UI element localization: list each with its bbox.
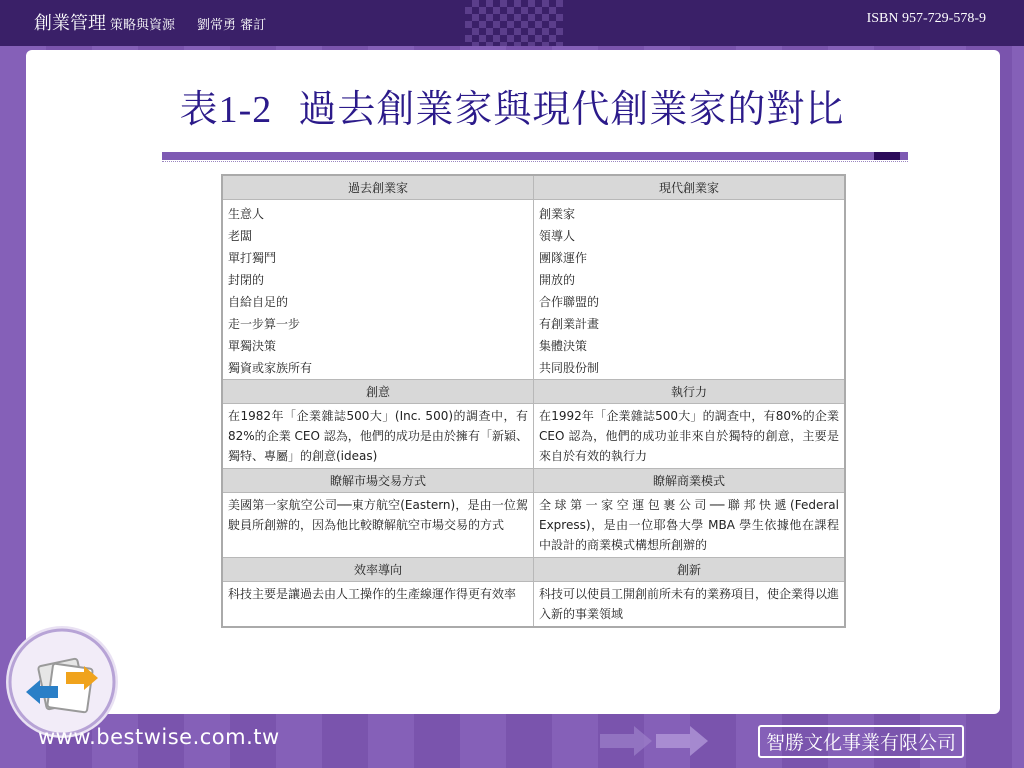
header-bar	[0, 0, 1024, 46]
book-subtitle: 策略與資源	[110, 18, 176, 33]
section-text-cell: 美國第一家航空公司──東方航空(Eastern)，是由一位駕駛員所創辦的，因為他比較瞭解航空市場交易的方式	[222, 493, 534, 558]
website-url: www.bestwise.com.tw	[38, 725, 280, 749]
section-header-cell: 效率導向	[222, 558, 534, 582]
isbn: ISBN 957-729-578-9	[866, 11, 986, 26]
table-cell: 領導人	[534, 225, 846, 247]
title-number: 1-2	[218, 89, 273, 131]
comparison-table	[221, 174, 846, 628]
dotted-divider	[162, 161, 908, 162]
back-arrow-folder-icon	[6, 626, 118, 738]
table-header-row	[222, 175, 845, 200]
section-text-cell: 在1992年「企業雜誌500大」的調查中，有80%的企業 CEO 認為，他們的成功並非來自於獨特的創意，主要是來自於有效的執行力	[534, 404, 846, 469]
section-text-cell: 在1982年「企業雜誌500大」(Inc. 500)的調查中，有82%的企業 CEO 認為，他們的成功是由於擁有「新穎、獨特、專屬」的創意(ideas)	[222, 404, 534, 469]
reviser: 劉常勇 審訂	[197, 18, 267, 33]
table-cell: 開放的	[534, 269, 846, 291]
table-row	[222, 200, 845, 226]
table-cell: 自給自足的	[222, 291, 534, 313]
table-cell: 共同股份制	[534, 357, 846, 380]
table-row	[222, 225, 845, 247]
section-text-row	[222, 582, 845, 628]
book-info	[34, 9, 266, 35]
decorative-arrows-icon	[600, 718, 730, 764]
section-text-row	[222, 493, 845, 558]
table-cell: 創業家	[534, 200, 846, 226]
section-header-row	[222, 558, 845, 582]
section-header-cell: 執行力	[534, 380, 846, 404]
table-cell: 集體決策	[534, 335, 846, 357]
section-text-cell: 全球第一家空運包裹公司──聯邦快遞(Federal Express)，是由一位耶魯大學 MBA 學生依據他在課程中設計的商業模式構想所創辦的	[534, 493, 846, 558]
section-text-cell: 科技主要是讓過去由人工操作的生產線運作得更有效率	[222, 582, 534, 628]
title-text: 過去創業家與現代創業家的對比	[298, 87, 845, 131]
back-navigation-button[interactable]	[6, 626, 118, 738]
table-row	[222, 357, 845, 380]
table-cell: 生意人	[222, 200, 534, 226]
table-cell: 封閉的	[222, 269, 534, 291]
table-row	[222, 313, 845, 335]
section-text-cell: 科技可以使員工開創前所未有的業務項目，使企業得以進入新的事業領域	[534, 582, 846, 628]
table-row	[222, 335, 845, 357]
table-row	[222, 247, 845, 269]
section-header-row	[222, 380, 845, 404]
section-header-row	[222, 469, 845, 493]
title-rule-accent	[874, 152, 900, 160]
table-cell: 走一步算一步	[222, 313, 534, 335]
section-text-row	[222, 404, 845, 469]
table-cell: 團隊運作	[534, 247, 846, 269]
table-cell: 獨資或家族所有	[222, 357, 534, 380]
title-prefix: 表	[179, 87, 219, 131]
company-name: 智勝文化事業有限公司	[758, 725, 964, 758]
table-row	[222, 269, 845, 291]
slide-title	[0, 78, 1024, 133]
table-cell: 老闆	[222, 225, 534, 247]
section-header-cell: 瞭解市場交易方式	[222, 469, 534, 493]
table-cell: 合作聯盟的	[534, 291, 846, 313]
header-checker-pattern	[465, 0, 563, 46]
table-cell: 單獨決策	[222, 335, 534, 357]
book-title: 創業管理	[34, 13, 106, 34]
section-header-cell: 瞭解商業模式	[534, 469, 846, 493]
table-cell: 單打獨鬥	[222, 247, 534, 269]
header-cell: 過去創業家	[222, 175, 534, 200]
section-header-cell: 創新	[534, 558, 846, 582]
header-cell: 現代創業家	[534, 175, 846, 200]
table-row	[222, 291, 845, 313]
table-cell: 有創業計畫	[534, 313, 846, 335]
title-rule	[162, 152, 908, 160]
section-header-cell: 創意	[222, 380, 534, 404]
